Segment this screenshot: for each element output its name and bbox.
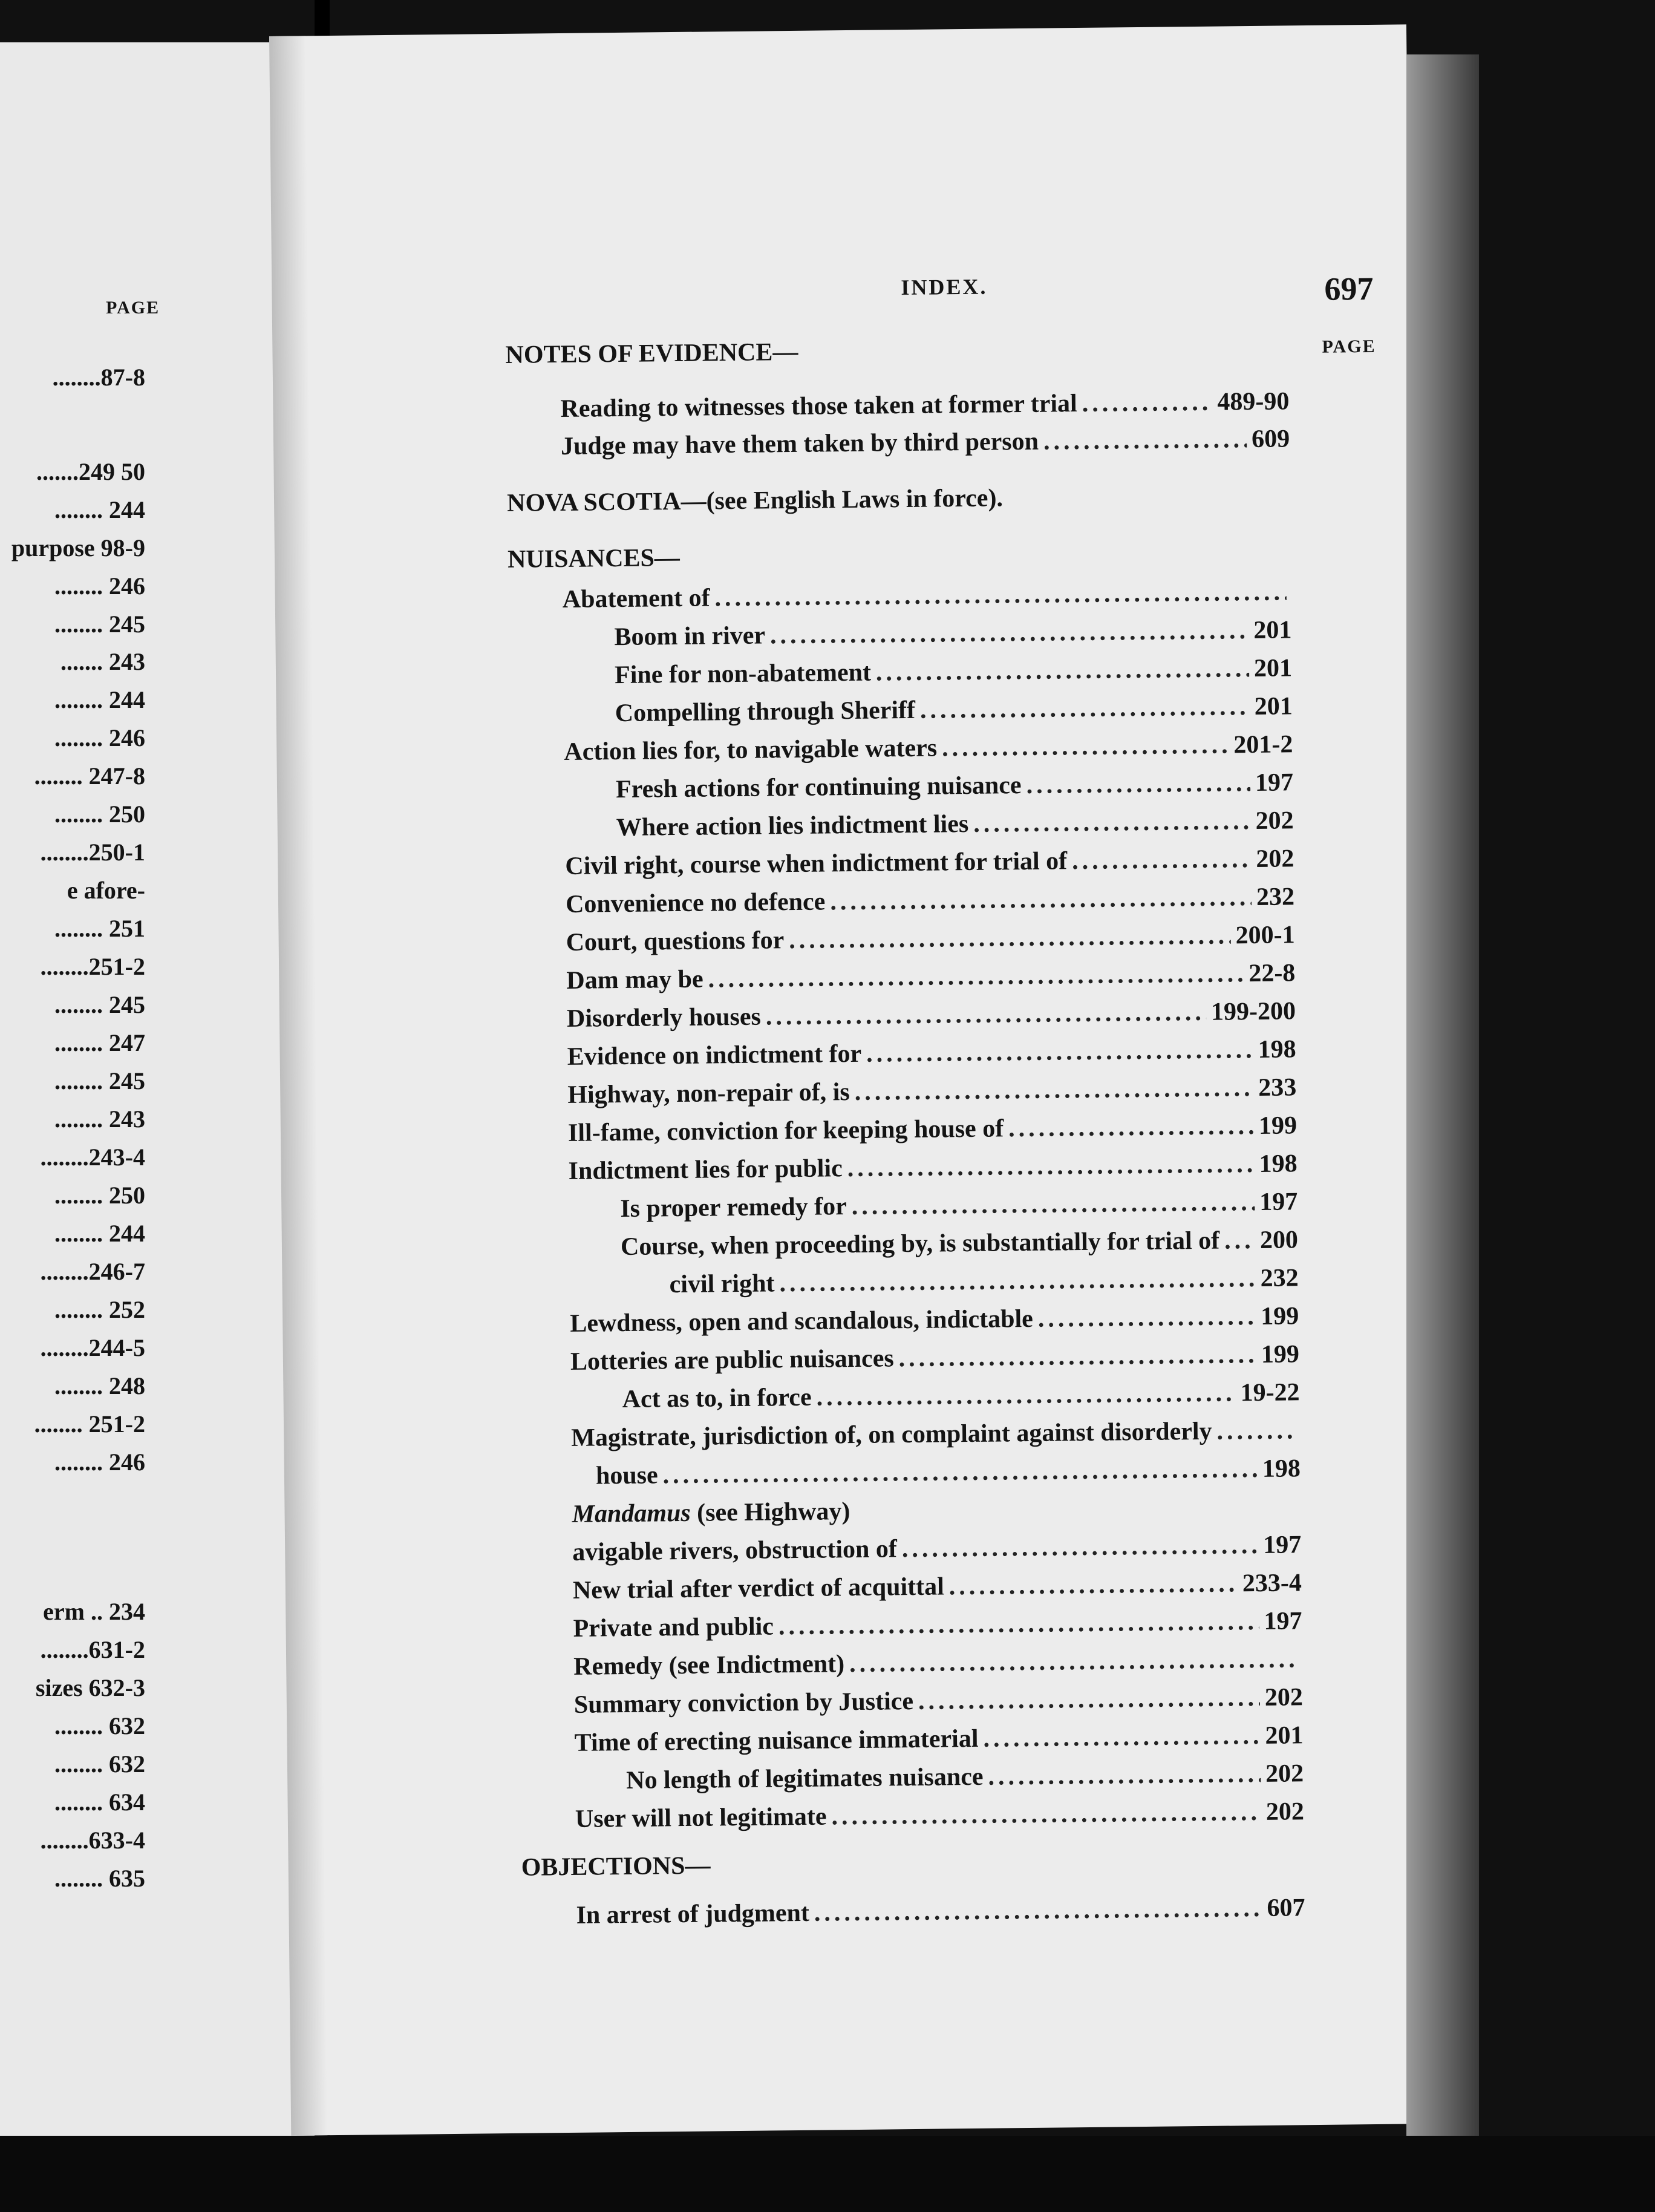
- index-entry: Convenience no defence ..... 232: [566, 884, 1294, 917]
- left-index-line: ........ 634: [54, 1788, 145, 1816]
- index-entry: Fine for non-abatement ..... 201: [615, 655, 1292, 688]
- index-entry: Ill-fame, conviction for keeping house of ..... 199: [568, 1113, 1297, 1146]
- left-index-line: e afore-: [67, 877, 145, 904]
- index-entry: Civil right, course when indictment for trial of ..... 202: [565, 846, 1294, 879]
- left-index-line: ........87-8: [52, 364, 145, 391]
- index-entry: In arrest of judgment ..... 607: [576, 1895, 1305, 1928]
- index-entry: Highway, non-repair of, is ..... 233: [567, 1075, 1296, 1108]
- left-index-line: ........ 248: [54, 1372, 145, 1399]
- index-entry: Lotteries are public nuisances ..... 199: [570, 1341, 1299, 1375]
- left-index-line: .......249 50: [36, 458, 145, 485]
- index-entry-mandamus: Mandamus (see Highway): [572, 1497, 850, 1528]
- index-entry: Judge may have them taken by third person ..... 609: [561, 426, 1290, 459]
- left-index-line: ........ 252: [54, 1296, 145, 1323]
- index-entry: Indictment lies for public ..... 198: [568, 1151, 1297, 1184]
- left-index-line: sizes 632-3: [35, 1674, 145, 1701]
- index-entry: No length of legitimates nuisance ..... 202: [626, 1761, 1304, 1793]
- left-page-column-label: PAGE: [106, 298, 160, 318]
- left-index-line: ........ 246: [54, 724, 145, 751]
- index-entry: house ..... 198: [596, 1456, 1301, 1488]
- page-number: 697: [1324, 270, 1374, 307]
- heading-notes-of-evidence: NOTES OF EVIDENCE—: [505, 338, 798, 369]
- left-index-line: ........ 245: [54, 991, 145, 1018]
- left-index-line: ........ 243: [54, 1105, 145, 1133]
- left-index-line: purpose 98-9: [11, 534, 145, 561]
- index-entry: Dam may be ..... 22-8: [566, 960, 1295, 993]
- left-index-line: ........ 244: [54, 686, 145, 713]
- index-entry: Action lies for, to navigable waters ..... 201-2: [564, 731, 1293, 765]
- index-entry: civil right ..... 232: [669, 1265, 1298, 1297]
- left-index-line: ........ 250: [54, 1182, 145, 1209]
- left-index-line: ........ 251: [54, 915, 145, 942]
- index-entry: Lewdness, open and scandalous, indictable ..... 199: [570, 1303, 1299, 1337]
- index-entry: Abatement of .....: [563, 579, 1291, 612]
- left-index-line: ........633-4: [40, 1827, 145, 1854]
- index-entry: Is proper remedy for ..... 197: [620, 1189, 1298, 1222]
- left-index-line: erm .. 234: [43, 1598, 145, 1625]
- index-entry: Summary conviction by Justice ..... 202: [574, 1684, 1303, 1718]
- left-index-line: ........243-4: [40, 1144, 145, 1171]
- left-index-line: ........ 250: [54, 800, 145, 828]
- index-entry: User will not legitimate ..... 202: [575, 1799, 1304, 1832]
- running-head: INDEX.: [901, 274, 988, 300]
- index-entry: Course, when proceeding by, is substantially for trial of ..... 200: [621, 1227, 1298, 1260]
- index-entry: Where action lies indictment lies ..... 202: [616, 808, 1294, 840]
- index-entry: Act as to, in force ..... 19-22: [622, 1379, 1299, 1412]
- page-column-label: PAGE: [1322, 336, 1376, 357]
- left-index-line: ........ 244: [54, 496, 145, 523]
- left-index-line: ........ 632: [54, 1712, 145, 1739]
- left-index-line: ........251-2: [40, 953, 145, 980]
- index-page: [269, 24, 1428, 2135]
- previous-page: [0, 42, 315, 2196]
- left-index-line: ........250-1: [40, 839, 145, 866]
- left-index-line: ........246-7: [40, 1258, 145, 1285]
- index-entry: Reading to witnesses those taken at former trial ..... 489-90: [560, 388, 1289, 422]
- left-index-line: ........631-2: [40, 1636, 145, 1663]
- index-entry: avigable rivers, obstruction of ..... 197: [572, 1532, 1301, 1565]
- index-entry: Court, questions for ..... 200-1: [566, 922, 1294, 955]
- scan-border: [0, 2136, 1655, 2212]
- index-entry: Magistrate, jurisdiction of, on complaint against disorderly .....: [571, 1418, 1300, 1451]
- index-entry: New trial after verdict of acquittal ..... 233-4: [573, 1570, 1302, 1603]
- index-entry: Fresh actions for continuing nuisance ..... 197: [616, 770, 1293, 802]
- left-index-line: ........ 244: [54, 1220, 145, 1247]
- left-index-line: ........ 632: [54, 1750, 145, 1778]
- index-entry: Boom in river ..... 201: [614, 617, 1291, 650]
- index-entry: Time of erecting nuisance immaterial ..... 201: [574, 1723, 1303, 1756]
- left-index-line: ........ 251-2: [34, 1410, 145, 1438]
- index-entry: Evidence on indictment for ..... 198: [567, 1036, 1296, 1070]
- index-entry: Disorderly houses ..... 199-200: [567, 998, 1296, 1032]
- index-entry: Compelling through Sheriff ..... 201: [615, 693, 1293, 726]
- index-entry: Remedy (see Indictment) .....: [573, 1646, 1302, 1680]
- left-index-line: ........ 247: [54, 1029, 145, 1056]
- page-stack-shadow: [1406, 54, 1479, 2136]
- left-index-line: ........ 245: [54, 1067, 145, 1095]
- left-index-line: ........ 246: [54, 1448, 145, 1476]
- left-index-line: ........ 245: [54, 610, 145, 638]
- left-index-line: ....... 243: [60, 648, 145, 675]
- left-index-line: ........ 246: [54, 572, 145, 600]
- left-index-line: ........ 635: [54, 1865, 145, 1892]
- heading-nuisances: NUISANCES—: [507, 543, 681, 574]
- heading-objections: OBJECTIONS—: [521, 1851, 711, 1882]
- left-index-line: ........244-5: [40, 1334, 145, 1361]
- index-entry: Private and public ..... 197: [573, 1608, 1302, 1641]
- heading-nova-scotia: NOVA SCOTIA—(see English Laws in force).: [506, 484, 1004, 517]
- left-index-line: ........ 247-8: [34, 762, 145, 790]
